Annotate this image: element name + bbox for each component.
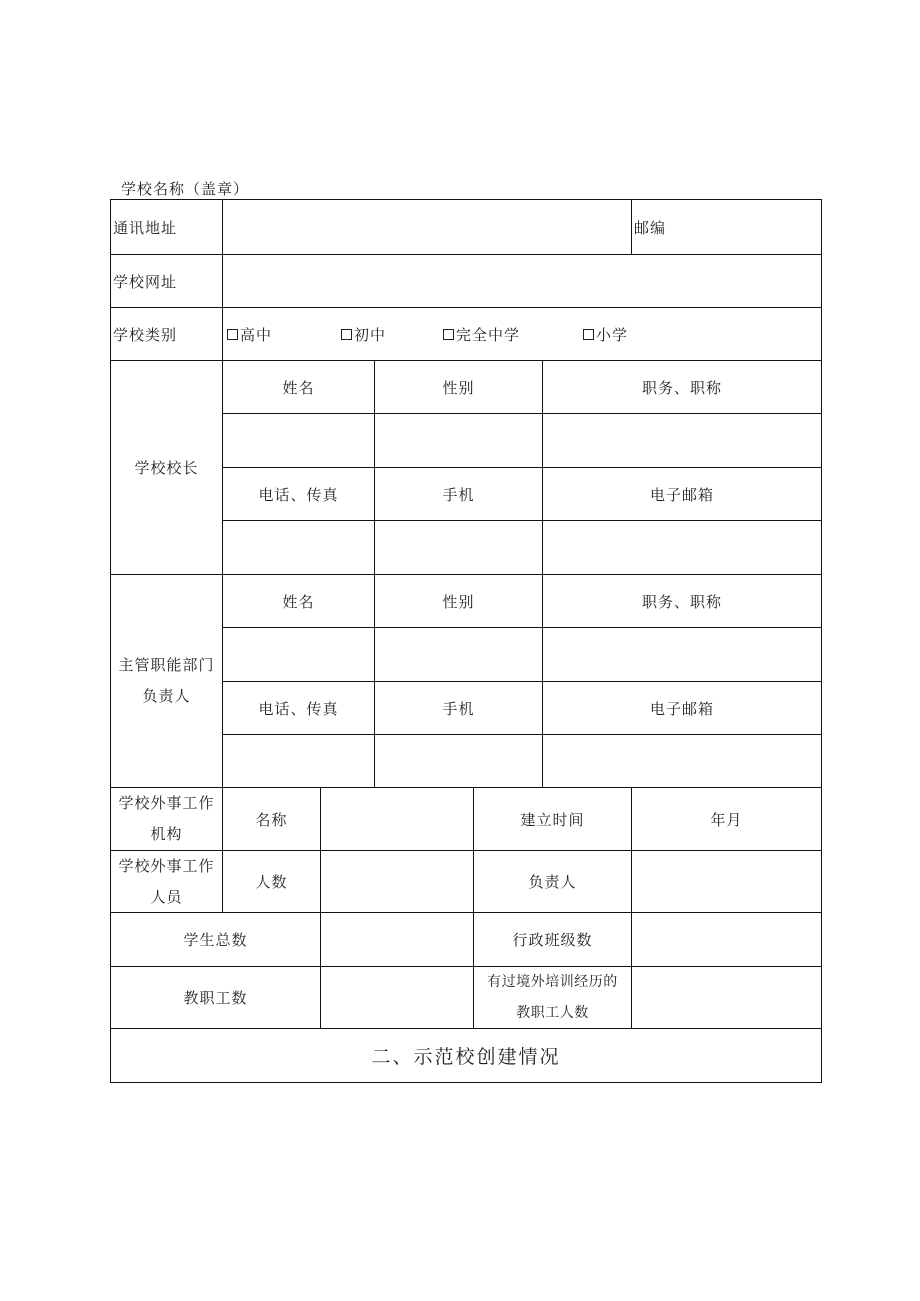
year-month-text: 年月 <box>710 810 743 829</box>
fa-org-name-label: 名称 <box>223 788 321 851</box>
fa-staff-head-input[interactable] <box>632 851 822 913</box>
fa-established-input[interactable] <box>632 788 822 851</box>
checkbox-icon[interactable] <box>583 329 594 340</box>
fa-staff-count-label: 人数 <box>223 851 321 913</box>
principal-email-header: 电子邮箱 <box>543 468 822 521</box>
category-label: 学校类别 <box>111 308 223 361</box>
category-option-primary[interactable]: 小学 <box>583 324 628 345</box>
fa-org-label: 学校外事工作 机构 <box>111 788 223 851</box>
category-option-high[interactable]: 高中 <box>227 324 272 345</box>
fa-staff-head-label: 负责人 <box>474 851 632 913</box>
category-options <box>223 308 822 361</box>
dept-email-input[interactable] <box>543 735 822 788</box>
dept-gender-header: 性别 <box>375 575 543 628</box>
principal-name-input[interactable] <box>223 414 375 468</box>
fa-staff-label: 学校外事工作 人员 <box>111 851 223 913</box>
principal-mobile-header: 手机 <box>375 468 543 521</box>
dept-name-header: 姓名 <box>223 575 375 628</box>
checkbox-icon[interactable] <box>227 329 238 340</box>
principal-phone-header: 电话、传真 <box>223 468 375 521</box>
dept-mobile-input[interactable] <box>375 735 543 788</box>
website-label: 学校网址 <box>111 255 223 308</box>
dept-name-input[interactable] <box>223 628 375 682</box>
faculty-count-label: 教职工数 <box>111 967 321 1029</box>
dept-head-label: 主管职能部门 负责人 <box>111 575 223 788</box>
principal-label: 学校校长 <box>111 361 223 575</box>
postcode-field[interactable] <box>632 200 822 255</box>
students-total-label: 学生总数 <box>111 913 321 967</box>
fa-established-label: 建立时间 <box>474 788 632 851</box>
admin-classes-label: 行政班级数 <box>474 913 632 967</box>
faculty-count-input[interactable] <box>321 967 474 1029</box>
trained-abroad-label: 有过境外培训经历的 教职工人数 <box>474 967 632 1029</box>
checkbox-icon[interactable] <box>341 329 352 340</box>
category-option-junior[interactable]: 初中 <box>341 324 386 345</box>
principal-email-input[interactable] <box>543 521 822 575</box>
postcode-label: 邮编 <box>634 218 667 237</box>
school-info-form <box>110 199 822 1083</box>
admin-classes-input[interactable] <box>632 913 822 967</box>
principal-name-header: 姓名 <box>223 361 375 414</box>
fa-staff-count-input[interactable] <box>321 851 474 913</box>
dept-mobile-header: 手机 <box>375 682 543 735</box>
dept-title-input[interactable] <box>543 628 822 682</box>
checkbox-icon[interactable] <box>443 329 454 340</box>
dept-title-header: 职务、职称 <box>543 575 822 628</box>
principal-gender-header: 性别 <box>375 361 543 414</box>
students-total-input[interactable] <box>321 913 474 967</box>
fa-org-name-input[interactable] <box>321 788 474 851</box>
dept-phone-input[interactable] <box>223 735 375 788</box>
dept-email-header: 电子邮箱 <box>543 682 822 735</box>
website-input[interactable] <box>223 255 822 308</box>
trained-abroad-input[interactable] <box>632 967 822 1029</box>
principal-title-header: 职务、职称 <box>543 361 822 414</box>
address-input[interactable] <box>223 200 632 255</box>
principal-phone-input[interactable] <box>223 521 375 575</box>
dept-phone-header: 电话、传真 <box>223 682 375 735</box>
principal-gender-input[interactable] <box>375 414 543 468</box>
category-option-complete[interactable]: 完全中学 <box>443 324 520 345</box>
section-title: 二、示范校创建情况 <box>111 1029 822 1083</box>
principal-title-input[interactable] <box>543 414 822 468</box>
principal-mobile-input[interactable] <box>375 521 543 575</box>
address-label: 通讯地址 <box>111 200 223 255</box>
school-name-caption: 学校名称（盖章） <box>121 180 250 198</box>
dept-gender-input[interactable] <box>375 628 543 682</box>
